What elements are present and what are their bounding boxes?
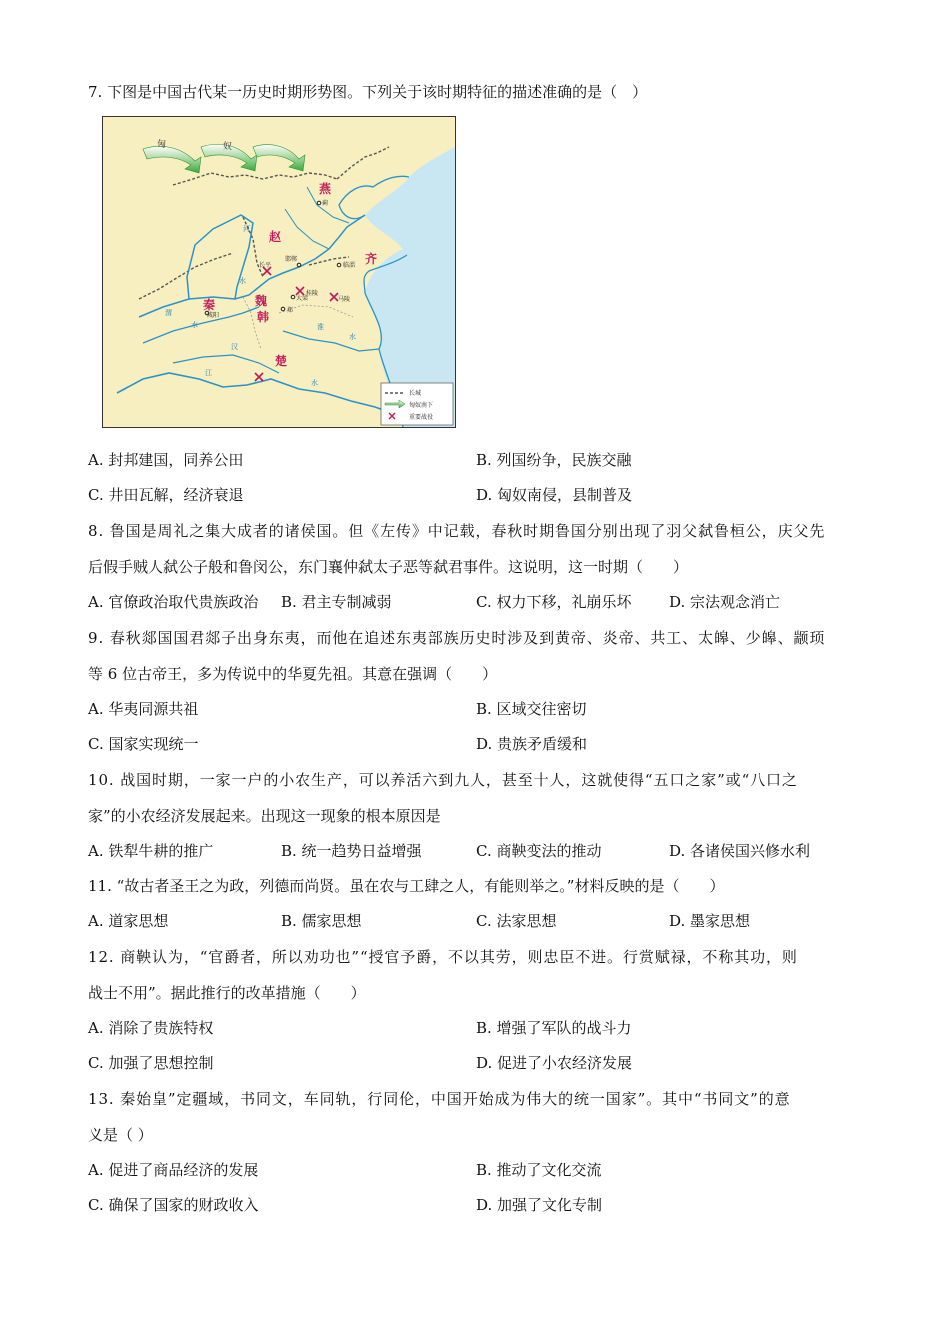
xiongnu-arrow (253, 145, 305, 171)
river-label-wei: 渭 (165, 309, 172, 317)
question-9-option-c[interactable]: C. 国家实现统一 (88, 735, 199, 753)
state-label-chu: 楚 (275, 354, 288, 368)
battle-guiling-icon (296, 287, 304, 295)
question-9-option-b[interactable]: B. 区域交往密切 (476, 700, 587, 718)
question-13-option-a[interactable]: A. 促进了商品经济的发展 (88, 1161, 259, 1179)
question-10-option-d[interactable]: D. 各诸侯国兴修水利 (669, 842, 811, 860)
legend-label-wall: 长城 (409, 390, 422, 397)
state-label-qin: 秦 (203, 298, 216, 312)
question-12-option-b[interactable]: B. 增强了军队的战斗力 (476, 1019, 632, 1037)
question-8-option-d[interactable]: D. 宗法观念消亡 (669, 593, 781, 611)
battle-yique-icon (255, 373, 263, 381)
question-12-option-c[interactable]: C. 加强了思想控制 (88, 1054, 214, 1072)
river-label-shui-4: 水 (349, 333, 356, 341)
city-handan: 邯郸 (285, 256, 298, 263)
river-label-shui-3: 水 (311, 379, 318, 387)
question-11-option-a[interactable]: A. 道家思想 (88, 912, 169, 930)
yangtze-river (117, 373, 403, 417)
huai-river (283, 331, 379, 351)
river-label-shui-2: 水 (191, 321, 198, 329)
river-label-huai: 淮 (317, 323, 324, 331)
city-xianyang: 咸阳 (207, 312, 220, 319)
sea-area (365, 117, 455, 427)
question-7-option-a[interactable]: A. 封邦建国，同养公田 (88, 451, 244, 469)
question-7-option-d[interactable]: D. 匈奴南侵，县制普及 (476, 486, 633, 504)
legend-label-battle: 重要战役 (409, 414, 434, 421)
great-wall-northeast (337, 147, 389, 179)
xiongnu-arrow (143, 146, 201, 173)
question-8-stem-line-1: 8. 鲁国是周礼之集大成者的诸侯国。但《左传》中记载，春秋时期鲁国分别出现了羽父弑鲁桓公，庆父先 (88, 522, 826, 540)
han-river (173, 355, 279, 373)
warring-states-map (102, 116, 456, 428)
xiongnu-label-2: 奴 (223, 142, 233, 152)
city-maling: 马陵 (338, 296, 351, 303)
river-label-he: 河 (243, 225, 250, 233)
great-wall-west (139, 253, 233, 299)
question-8-stem-line-2: 后假手贼人弑公子般和鲁闵公，东门襄仲弑太子恶等弑君事件。这说明，这一时期（ ） (88, 558, 689, 576)
question-7-option-b[interactable]: B. 列国纷争，民族交融 (476, 451, 632, 469)
river-label-shui-1: 水 (239, 277, 246, 285)
question-13-stem-line-1: 13. 秦始皇”定疆域，书同文，车同轨，行同伦，中国开始成为伟大的统一国家”。其中“书同文”的意 (88, 1090, 791, 1108)
north-river-1 (285, 209, 329, 249)
question-12-option-d[interactable]: D. 促进了小农经济发展 (476, 1054, 633, 1072)
question-11-option-d[interactable]: D. 墨家思想 (669, 912, 751, 930)
legend-label-xiongnu: 匈奴南下 (409, 402, 434, 409)
state-label-qi: 齐 (365, 252, 378, 266)
question-10-option-a[interactable]: A. 铁犁牛耕的推广 (88, 842, 214, 860)
state-label-zhao: 赵 (269, 230, 282, 244)
city-daliang: 大梁 (296, 295, 309, 302)
question-7-option-c[interactable]: C. 井田瓦解，经济衰退 (88, 486, 244, 504)
question-13-option-d[interactable]: D. 加强了文化专制 (476, 1196, 603, 1214)
question-10-option-b[interactable]: B. 统一趋势日益增强 (281, 842, 422, 860)
city-changping: 长平 (259, 262, 272, 269)
great-wall-north (173, 173, 337, 185)
question-7-stem: 7. 下图是中国古代某一历史时期形势图。下列关于该时期特征的描述准确的是（ ） (88, 83, 648, 101)
question-13-option-c[interactable]: C. 确保了国家的财政收入 (88, 1196, 259, 1214)
city-ji: 蓟 (322, 200, 329, 207)
wei-river (143, 307, 259, 343)
question-10-stem-line-2: 家”的小农经济发展起来。出现这一现象的根本原因是 (88, 807, 441, 825)
question-8-option-c[interactable]: C. 权力下移，礼崩乐坏 (476, 593, 632, 611)
state-label-yan: 燕 (319, 182, 332, 196)
battle-maling-icon (330, 293, 338, 301)
state-label-han: 韩 (257, 310, 270, 324)
city-zheng: 郑 (287, 307, 294, 314)
city-guiling: 桂陵 (306, 290, 319, 297)
question-10-stem-line-1: 10. 战国时期，一家一户的小农生产，可以养活六到九人，甚至十人，这就使得“五口之家”或“八口之 (88, 771, 798, 789)
xiongnu-label-1: 匈 (157, 140, 167, 150)
question-8-option-b[interactable]: B. 君主专制减弱 (281, 593, 392, 611)
question-9-stem-line-1: 9. 春秋郯国国君郯子出身东夷，而他在追述东夷部族历史时涉及到黄帝、炎帝、共工、太皞、少皞、颛顼 (88, 629, 826, 647)
question-11-option-c[interactable]: C. 法家思想 (476, 912, 557, 930)
city-linzi: 临淄 (343, 262, 356, 269)
question-11-stem: 11. “故古者圣王之为政，列德而尚贤。虽在农与工肆之人，有能则举之。”材料反映的是（ ） (88, 877, 725, 895)
question-11-option-b[interactable]: B. 儒家思想 (281, 912, 362, 930)
river-label-han: 汉 (231, 343, 238, 351)
question-12-stem-line-1: 12. 商鞅认为，“官爵者，所以劝功也”“授官予爵，不以其劳，则忠臣不进。行赏赋禄，不称其功，则 (88, 948, 798, 966)
question-10-option-c[interactable]: C. 商鞅变法的推动 (476, 842, 602, 860)
question-12-stem-line-2: 战士不用”。据此推行的改革措施（ ） (88, 984, 366, 1002)
question-9-stem-line-2: 等 6 位古帝王，多为传说中的华夏先祖。其意在强调（ ） (88, 665, 498, 683)
question-13-option-b[interactable]: B. 推动了文化交流 (476, 1161, 602, 1179)
question-9-option-d[interactable]: D. 贵族矛盾缓和 (476, 735, 588, 753)
question-8-option-a[interactable]: A. 官僚政治取代贵族政治 (88, 593, 259, 611)
question-9-option-a[interactable]: A. 华夷同源共祖 (88, 700, 199, 718)
state-label-wei: 魏 (255, 294, 268, 308)
question-12-option-a[interactable]: A. 消除了贵族特权 (88, 1019, 214, 1037)
river-label-jiang: 江 (205, 369, 212, 377)
map-legend (381, 383, 453, 425)
question-13-stem-line-2: 义是（ ） (88, 1126, 153, 1144)
